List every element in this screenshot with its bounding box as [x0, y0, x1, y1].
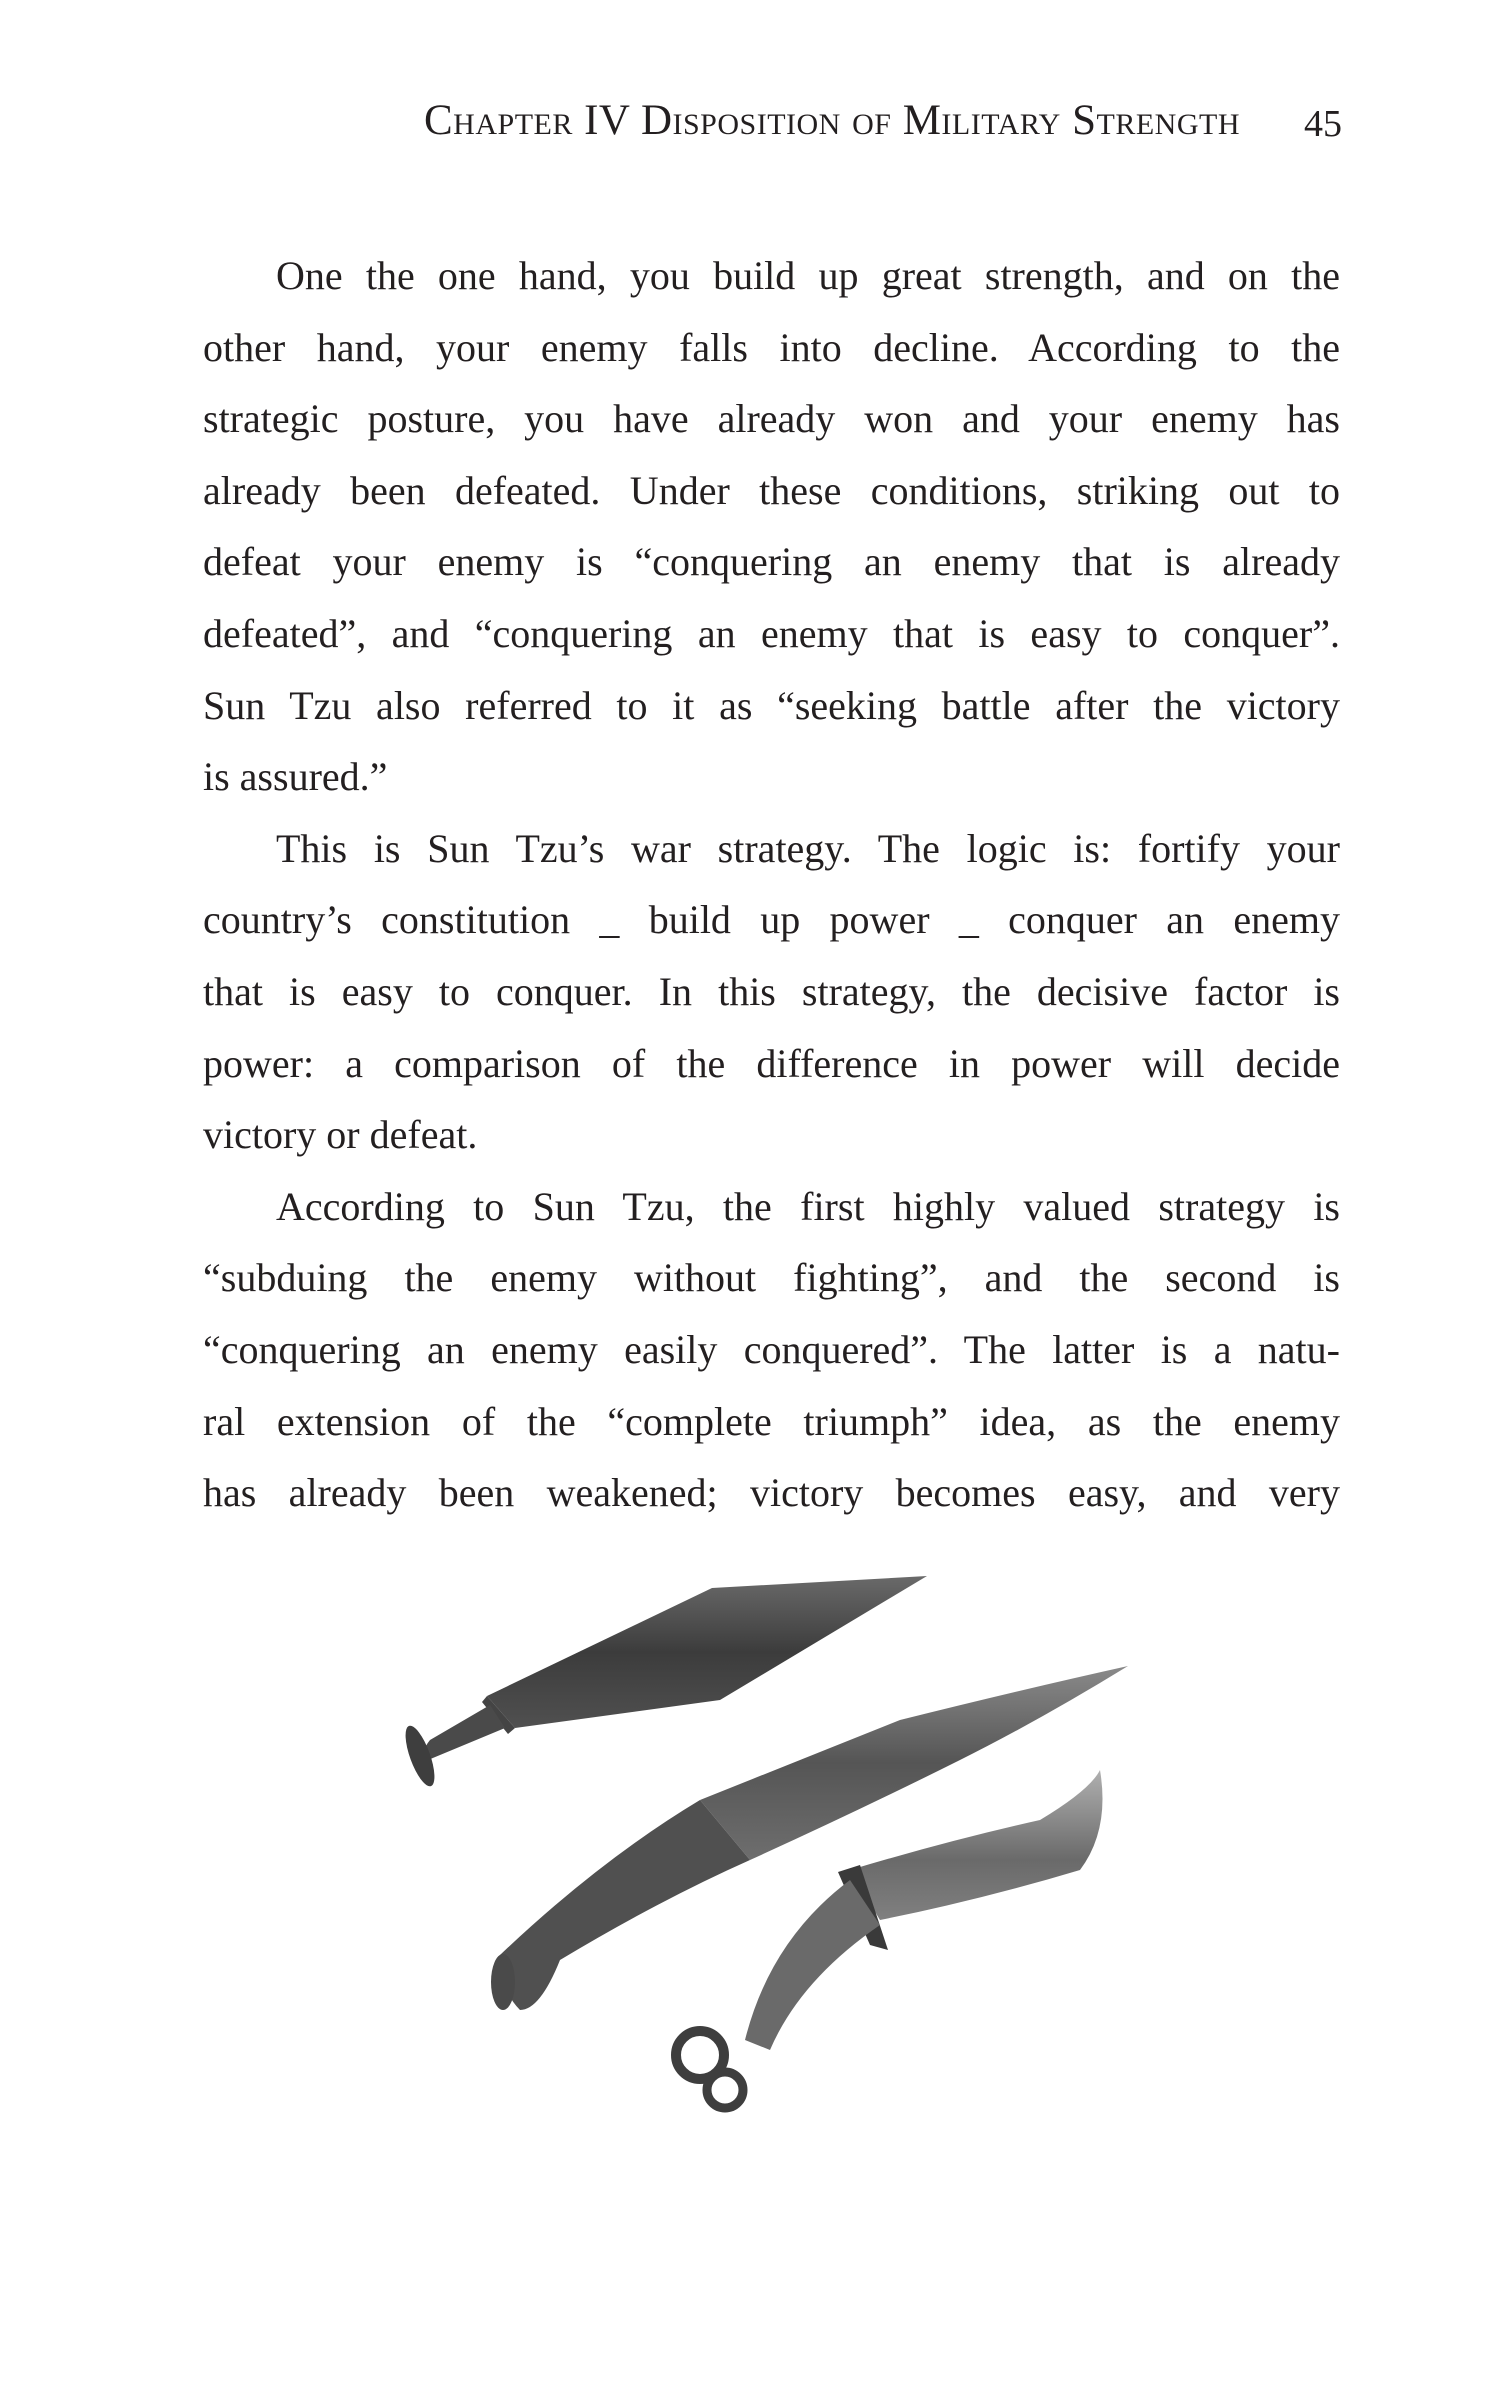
text-line: is assured.”: [203, 754, 388, 800]
text-line: strategic posture, you have already won and your enemy has: [203, 396, 1340, 442]
text-line: defeated”, and “conquering an enemy that is easy to conquer”.: [203, 610, 1340, 656]
running-header: Chapter IV Disposition of Military Strength: [424, 97, 1240, 144]
text-line: According to Sun Tzu, the first highly valued strategy is: [276, 1183, 1340, 1229]
text-line: Sun Tzu also referred to it as “seeking battle after the victory: [203, 682, 1340, 728]
text-line: “subduing the enemy without fighting”, and the second is: [203, 1255, 1340, 1301]
text-line: “conquering an enemy easily conquered”. The latter is a natu-: [203, 1326, 1340, 1372]
text-line: that is easy to conquer. In this strategy, the decisive factor is: [203, 968, 1340, 1014]
text-line: victory or defeat.: [203, 1112, 478, 1158]
text-line: defeat your enemy is “conquering an enemy that is already: [203, 539, 1340, 585]
text-line: This is Sun Tzu’s war strategy. The logic is: fortify your: [276, 825, 1340, 871]
text-line: already been defeated. Under these conditions, striking out to: [203, 467, 1340, 513]
text-line: ral extension of the “complete triumph” idea, as the enemy: [203, 1398, 1340, 1444]
text-line: has already been weakened; victory becomes easy, and very: [203, 1470, 1340, 1516]
text-line: country’s constitution _ build up power _ conquer an enemy: [203, 897, 1340, 943]
page-number: 45: [1304, 103, 1342, 145]
text-line: other hand, your enemy falls into decline. According to the: [203, 324, 1340, 370]
text-line: power: a comparison of the difference in power will decide: [203, 1040, 1340, 1086]
text-line: One the one hand, you build up great strength, and on the: [276, 253, 1340, 298]
